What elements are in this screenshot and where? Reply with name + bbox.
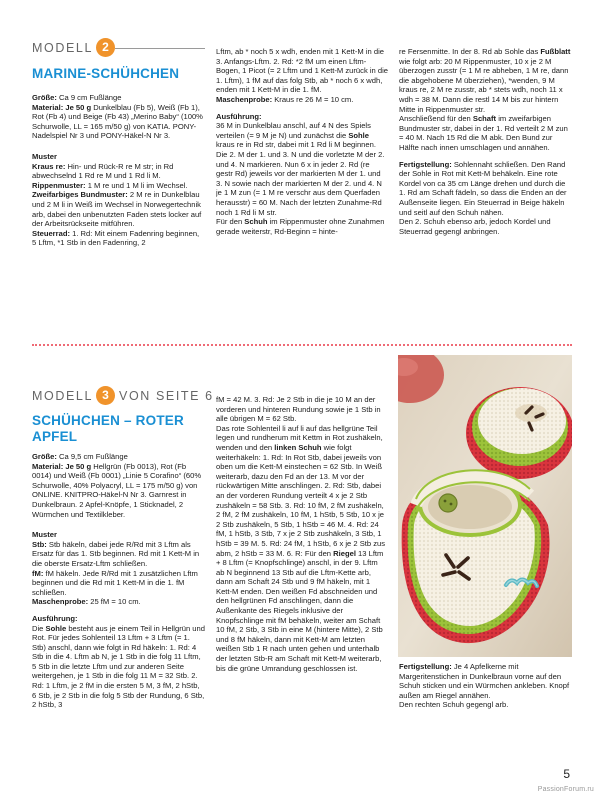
modell-3-column-2: fM = 42 M. 3. Rd: Je 2 Stb in die je 10 M an der vorderen und hinteren Rundung sowie je 1 Stb in alle übrigen M = 62 Stb. Das rote Sohlenteil li auf li auf das hellgrüne Teil legen und rundherum mit Kettm in Rot zushäkeln, wenden und den linken Schuh wie folgt weiterhäkeln: 1. Rd: In Rot Stb, dabei jeweils von oben um die Kett-M einstechen = 62 Stb. In Weiß weiterarb, dazu den Fd an der 13. M vor der rückwärtigen Mitte anschlingen. 2. Rd: Stb, dabei an der vorderen Rundung verteilt 4 x je 2 Stb zushäkeln = 58 Stb. 3. Rd: 10 fM, 2 fM zushäkeln, 2 fM, 2 fM zushäkeln, 10 fM, 1 hStb, 5 Stb, 10 x je 2 Stb zushäkeln, 5 Stb, 1 hStb = 46 M. 4. Rd: 24 fM, 1 hStb, 3 Stb, 7 x je 2 Stb zushäkeln, 3 Stb, 1 hStb = 39 M. 5. Rd: 24 fM, 1 hStb, 6 x je 2 Stb zus abm, 2 hStb = 33 M. 6. R: Für den Riegel 13 Lftm + 8 Lftm (= Knopfschlinge) anschl, in der 9. Lftm ab N beginnend 13 Stb auf die Lftm-Kette arb, dann am Schaft 24 Stb und 9 fM häkeln, mit 1 Kett-M enden. Den weißen Fd abschneiden und den hellgrünen Fd anschlingen, dann die Außenkante des Riegels inklusive der Knopfschlinge mit fM behäkeln, weiter am Schaft 10 fM, 2 Stb, 3 Stb in eine M (hintere Mitte), 2 Stb und 8 fM häkeln, dann mit Kett-M am letzten weißen Stb 1 R nach unten gehen und unterhalb der letzten Stb-R am Schaft mit Kett-M weiterarb, bis die grüne Umrandung geschlossen ist. xyxy=(216,395,386,673)
modell-3-column-1: Größe: Ca 9,5 cm Fußlänge Material: Je 50 g Hellgrün (Fb 0013), Rot (Fb 0014) und Weiß (Fb 0001) „Linie 5 Corafino“ (60% Schurwolle, 40% Polyacryl, LL = 175 m/50 g) von ONLINE. KNITPRO-Häkel-N Nr 3. Garnrest in Dunkelbraun. 2 Apfel-Knöpfe, 1 Sticknadel, 2 Würmchen und Textilkleber. Muster Stb: Stb häkeln, dabei jede R/Rd mit 3 Lftm als Ersatz für das 1. Stb beginnen. Rd mit 1 Kett-M in die oberste Ersatz-Lftm schließen. fM: fM häkeln. Jede R/Rd mit 1 zusätzlichen Lftm beginnen und die Rd mit 1 Kett-M in die 1. fM schließen. Maschenprobe: 25 fM = 10 cm. Ausführung: Die Sohle besteht aus je einem Teil in Hellgrün und Rot. Für jedes Sohlenteil 13 Lftm + 3 Lftm (= 1. Stb) anschl, dann wie folgt in Rd häkeln: 1. Rd: 4 Stb in die 4. Lftm ab N, je 1 Stb in die folg 11 Lftm, 5 Stb in die letzte Lftm und zur anderen Seite weitergehen, je 1 Stb in die folg 11 M = 32 Stb. 2. Rd: 1 Lftm, je 2 fM in die ersten 5 M, 3 fM, 2 hStb, 6 Stb, je 2 Stb in die folg 5 Stb der Rundung, 6 Stb, 2 hStb, 3 xyxy=(32,452,205,710)
page-number: 5 xyxy=(563,767,570,781)
modell-label: MODELL xyxy=(32,388,94,403)
watermark: PassionForum.ru xyxy=(537,786,594,793)
section-divider xyxy=(32,344,572,346)
crochet-shoes-image xyxy=(398,355,572,657)
modell-2-header xyxy=(32,38,119,57)
modell-2-title: MARINE-SCHÜHCHEN xyxy=(32,66,180,81)
modell-2-column-2: Lftm, ab * noch 5 x wdh, enden mit 1 Kett-M in die 3. Anfangs-Lftm. 2. Rd: *2 fM um einen Lftm-Bogen, 1 Picot (= 2 Lftm und 1 Kett-M zurück in die 1. Lftm), 1 fM auf das folg Stb, ab * noch 6 x wdh, enden mit 1 Kett-M in die 1. fM. Maschenprobe: Kraus re 26 M = 10 cm. Ausführung: 36 M in Dunkelblau anschl, auf 4 N des Spiels verteilen (= 9 M je N) und zunächst die Sohle kraus re in Rd str, dabei mit 1 Rd li M beginnen. Die 2. M der 1. und 3. N und die vorletzte M der 2. und 4. N markieren. Nun 6 x in jeder 2. Rd (re gestr Rd) jeweils vor der markierten M der 1. und 3. N sowie nach der markierten M der 2. und 4. N je 1 M zun (= 1 M re verschr aus dem Querfaden herausstr) = 60 M. Nach der letzten Zunahme-Rd noch 1 Rd li M str. Für den Schuh im Rippenmuster ohne Zunahmen gerade weiterstr, Rd-Beginn = hinte- xyxy=(216,47,388,236)
baby-shoes-photo xyxy=(398,355,572,657)
modell-2-column-1: Größe: Ca 9 cm Fußlänge Material: Je 50 g Dunkelblau (Fb 5), Weiß (Fb 1), Rot (Fb 4) und Beige (Fb 43) „Merino Baby“ (100% Schurwolle, LL = 165 m/50 g) von KATIA. PONY-Nadelspiel Nr 3 und PONY-Häkel-N Nr 3. Muster Kraus re: Hin- und Rück-R re M str; in Rd abwechselnd 1 Rd re M und 1 Rd li M. Rippenmuster: 1 M re und 1 M li im Wechsel. Zweifarbiges Bundmuster: 2 M re in Dunkelblau und 2 M li in Weiß im Wechsel in Norwegertechnik arb, dabei den unbenutzten Faden stets locker auf der Arbeitsrückseite mitführen. Steuerrad: 1. Rd: Mit einem Fadenring beginnen, 5 Lftm, *1 Stb in den Fadenring, 2 xyxy=(32,93,203,248)
modell-label: MODELL xyxy=(32,40,94,55)
modell-3-column-3: Fertigstellung: Je 4 Apfelkerne mit Margeritenstichen in Dunkelbraun vorne auf den Schuh sticken und ein Würmchen ankleben. Knopf außen am Riegel annähen. Den rechten Schuh gegengl arb. xyxy=(399,662,570,710)
modell-3-header xyxy=(32,386,214,405)
header-rule xyxy=(115,48,205,49)
modell-number-badge: 3 xyxy=(96,386,115,405)
von-seite-label: VON SEITE 6 xyxy=(119,388,214,403)
modell-number-badge: 2 xyxy=(96,38,115,57)
modell-2-column-3: re Fersenmitte. In der 8. Rd ab Sohle das Fußblatt wie folgt arb: 20 M Rippenmuster, 10 x je 2 M überzogen zusstr (= 1 M re abheben, 1 M re, dann die abgehobene M überziehen), *wenden, 9 M kraus re, 2 M re zusstr, ab * stets wdh, noch 11 x wdh = 38 M. Dann die restl 14 M bis zur hintern Mitte in Rippenmuster str. Anschließend für den Schaft im zweifarbigen Bundmuster str, dabei in der 1. Rd verteilt 2 M zun = 40 M. Nach 15 Rd die M abk. Den Bund zur Hälfte nach innen umschlagen und annähen. Fertigstellung: Sohlennaht schließen. Den Rand der Sohle in Rot mit Kett-M behäkeln. Eine rote Kordel von ca 35 cm Länge drehen und durch die 1. Rd am Schaft fädeln, so dass die Enden an der Außenseite liegen. Ein Steuerrad in Beige häkeln und seitl auf den Schuh nähen. Den 2. Schuh ebenso arb, jedoch Kordel und Steuerrad gegengl anbringen. xyxy=(399,47,571,236)
modell-3-title: SCHÜHCHEN – ROTER APFEL xyxy=(32,413,184,444)
